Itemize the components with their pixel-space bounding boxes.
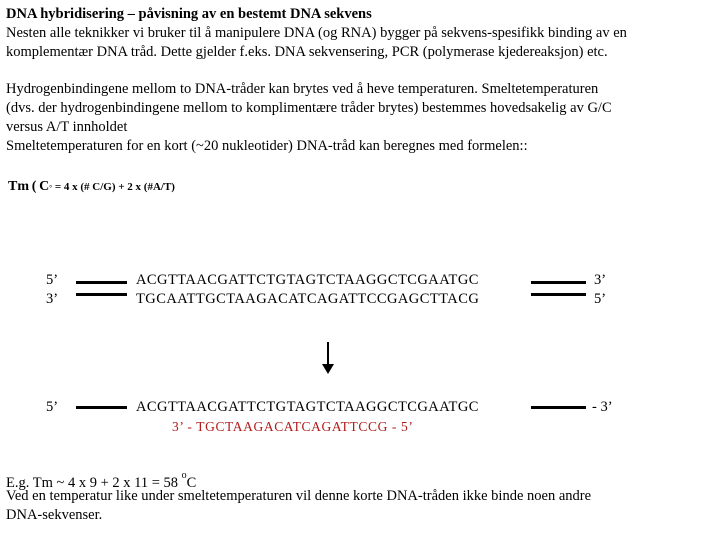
example-unit: C [186, 475, 197, 491]
duplex-top-left-end: 5’ [46, 272, 59, 288]
formula-rest: = 4 x (# C/G) + 2 x (#A/T) [54, 181, 175, 193]
duplex-top-sequence: ACGTTAACGATTCTGTAGTCTAAGGCTCGAATGC [136, 272, 479, 288]
para2-line-3: versus A/T innholdet [6, 119, 128, 135]
conclusion-line-2: DNA-sekvenser. [6, 507, 103, 523]
duplex-top-right-line [531, 281, 586, 284]
para2-line-4: Smeltetemperaturen for en kort (~20 nukleotider) DNA-tråd kan beregnes med formelen:: [6, 138, 528, 154]
duplex-top-left-line [76, 281, 127, 284]
duplex-bottom-right-line [531, 293, 586, 296]
duplex-top-right-end: 3’ [594, 272, 607, 288]
formula-tm: Tm [8, 179, 29, 194]
formula-degree-mark: ° [49, 184, 53, 192]
para2-line-1: Hydrogenbindingene mellom to DNA-tråder kan brytes ved å heve temperaturen. Smeltetemperaturen [6, 81, 599, 97]
probe-sequence: ACGTTAACGATTCTGTAGTCTAAGGCTCGAATGC [136, 399, 479, 415]
duplex-bottom-left-line [76, 293, 127, 296]
probe-right-end: - 3’ [592, 399, 613, 415]
example-text: E.g. Tm ~ 4 x 9 + 2 x 11 = 58 [6, 475, 182, 491]
bound-short-strand: 3’ - TGCTAAGACATCAGATTCCG - 5’ [172, 419, 414, 434]
formula-c: C [39, 179, 50, 194]
formula-paren: ( [31, 179, 37, 194]
melting-temperature-formula [8, 179, 175, 195]
probe-right-line [531, 406, 586, 409]
duplex-bottom-left-end: 3’ [46, 291, 59, 307]
probe-left-end: 5’ [46, 399, 59, 415]
down-arrow-icon [322, 364, 334, 374]
probe-left-line [76, 406, 127, 409]
degree-symbol: o [181, 470, 187, 481]
para2-line-2: (dvs. der hydrogenbindingene mellom to komplimentære tråder brytes) bestemmes hovedsakelig av G/C [6, 100, 612, 116]
duplex-bottom-sequence: TGCAATTGCTAAGACATCAGATTCCGAGCTTACG [136, 291, 480, 307]
down-arrow-shaft [327, 342, 329, 366]
intro-line-2: komplementær DNA tråd. Dette gjelder f.eks. DNA sekvensering, PCR (polymerase kjedereaksjon) etc. [6, 44, 608, 60]
intro-line-1: Nesten alle teknikker vi bruker til å manipulere DNA (og RNA) bygger på sekvens-spesifikk binding av en [6, 25, 627, 41]
page-title: DNA hybridisering – påvisning av en bestemt DNA sekvens [6, 6, 372, 22]
conclusion-line-1: Ved en temperatur like under smeltetemperaturen vil denne korte DNA-tråden ikke binde noen andre [6, 488, 592, 504]
duplex-bottom-right-end: 5’ [594, 291, 607, 307]
